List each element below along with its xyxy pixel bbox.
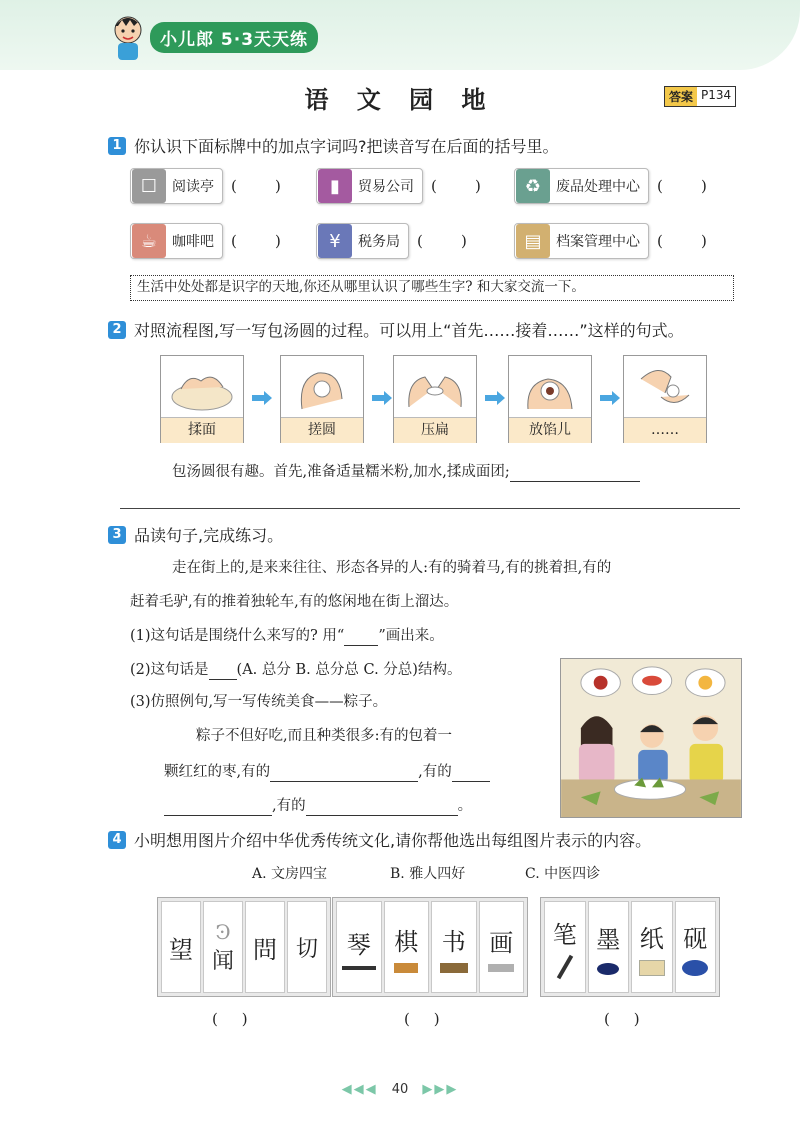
q3-sub-1-text: (1)这句话是围绕什么来写的? 用“ bbox=[130, 628, 345, 644]
arrow-right-icon bbox=[600, 391, 620, 405]
card-brush bbox=[544, 901, 586, 993]
card-hua bbox=[479, 901, 525, 993]
q1-text: 你认识下面标牌中的加点字词吗?把读音写在后面的括号里。 bbox=[134, 137, 559, 156]
card-char: 琴 bbox=[346, 930, 371, 959]
add-filling-icon bbox=[520, 359, 580, 414]
answer-page: P134 bbox=[701, 88, 732, 102]
sign-reading-kiosk bbox=[130, 167, 281, 205]
brand-logo: 小儿郎 5·3天天练 bbox=[150, 22, 318, 53]
q3-sub-2-end: (A. 总分 B. 总分总 C. 分总)结构。 bbox=[236, 662, 462, 678]
page-footer bbox=[0, 1082, 800, 1097]
answer-label: 答案 bbox=[665, 87, 697, 106]
q3-zongzi-line-3 bbox=[164, 796, 472, 816]
card-char: 画 bbox=[489, 928, 514, 957]
sign-label: 税务局 bbox=[358, 234, 400, 250]
flatten-icon bbox=[403, 359, 467, 414]
q4-number: 4 bbox=[108, 831, 126, 849]
coffee-icon: ☕ bbox=[132, 224, 166, 258]
answer-blank[interactable] bbox=[209, 664, 237, 680]
flow-step bbox=[280, 355, 364, 443]
sign-tax-bureau bbox=[316, 222, 467, 260]
q3-number: 3 bbox=[108, 526, 126, 544]
answer-paren[interactable]: ( ) bbox=[657, 232, 707, 250]
q3-zongzi-text: 。 bbox=[457, 798, 473, 814]
q2-number: 2 bbox=[108, 321, 126, 339]
q2-start-text: 包汤圆很有趣。首先,准备适量糯米粉,加水,揉成面团; bbox=[172, 464, 510, 480]
answer-line[interactable] bbox=[120, 508, 740, 509]
card-char: 切 bbox=[295, 936, 318, 962]
tax-icon: ¥ bbox=[318, 224, 352, 258]
answer-blank[interactable] bbox=[510, 466, 640, 482]
answer-blank[interactable] bbox=[306, 800, 458, 816]
answer-blank[interactable] bbox=[270, 766, 418, 782]
answer-blank[interactable] bbox=[452, 766, 490, 782]
q3-zongzi-text: 颗红红的枣,有的 bbox=[164, 764, 271, 780]
mascot-icon bbox=[108, 14, 148, 62]
answer-paren-3[interactable]: ( ) bbox=[604, 1010, 640, 1028]
image-group-3 bbox=[540, 897, 720, 997]
image-group-1 bbox=[157, 897, 331, 997]
sign-archive-center bbox=[514, 222, 707, 260]
q2-heading bbox=[108, 318, 684, 341]
card-qi bbox=[384, 901, 430, 993]
page-title: 语 文 园 地 bbox=[304, 85, 496, 114]
card-char: 問 bbox=[253, 935, 277, 964]
q3-sub-3: (3)仿照例句,写一写传统美食——粽子。 bbox=[130, 694, 388, 710]
sign-label: 贸易公司 bbox=[358, 179, 414, 195]
q3-zongzi-text: ,有的 bbox=[418, 764, 452, 780]
card-ink bbox=[588, 901, 630, 993]
q3-sub-1-end: ”画出来。 bbox=[378, 628, 444, 644]
card-char: 墨 bbox=[596, 925, 621, 954]
option-c: C. 中医四诊 bbox=[525, 866, 601, 882]
q3-zongzi-text: ,有的 bbox=[272, 798, 306, 814]
q3-sub-2-text: (2)这句话是 bbox=[130, 662, 209, 678]
paper-icon bbox=[639, 960, 665, 976]
q3-zongzi-line-1: 粽子不但好吃,而且种类很多:有的包着一 bbox=[196, 728, 452, 744]
answer-paren[interactable]: ( ) bbox=[417, 232, 467, 250]
option-b: B. 雅人四好 bbox=[390, 866, 466, 882]
scroll-icon bbox=[440, 963, 468, 973]
q4-text: 小明想用图片介绍中华优秀传统文化,请你帮他选出每组图片表示的内容。 bbox=[134, 831, 652, 850]
right-arrows-icon: ▶▶▶ bbox=[422, 1082, 459, 1097]
q2-text: 对照流程图,写一写包汤圆的过程。可以用上“首先……接着……”这样的句式。 bbox=[134, 321, 684, 340]
recycle-icon: ♻ bbox=[516, 169, 550, 203]
flow-step bbox=[623, 355, 707, 443]
card-look bbox=[161, 901, 201, 993]
card-char: 书 bbox=[441, 927, 466, 956]
card-ask bbox=[245, 901, 285, 993]
q3-sub-1 bbox=[130, 626, 444, 646]
arrow-right-icon bbox=[485, 391, 505, 405]
card-listen bbox=[203, 901, 243, 993]
q3-text: 品读句子,完成练习。 bbox=[134, 526, 284, 545]
knead-dough-icon bbox=[167, 359, 237, 414]
answer-blank[interactable] bbox=[344, 630, 378, 646]
left-arrows-icon: ◀◀◀ bbox=[341, 1082, 378, 1097]
q1-heading bbox=[108, 134, 559, 157]
sign-label: 废品处理中心 bbox=[556, 179, 640, 195]
answer-paren[interactable]: ( ) bbox=[231, 177, 281, 195]
card-paper bbox=[631, 901, 673, 993]
chessboard-icon bbox=[394, 963, 418, 973]
q2-answer-line bbox=[172, 462, 640, 482]
answer-paren[interactable]: ( ) bbox=[657, 177, 707, 195]
option-a: A. 文房四宝 bbox=[252, 866, 328, 882]
flow-step bbox=[393, 355, 477, 443]
sign-coffee-bar bbox=[130, 222, 281, 260]
notice-box: 生活中处处都是识字的天地,你还从哪里认识了哪些生字? 和大家交流一下。 bbox=[130, 275, 734, 301]
card-char: 纸 bbox=[639, 924, 664, 953]
flow-step-label: 搓圆 bbox=[281, 418, 363, 443]
roll-ball-icon bbox=[292, 359, 352, 414]
image-group-2 bbox=[332, 897, 528, 997]
sign-trade-company bbox=[316, 167, 481, 205]
card-char: 笔 bbox=[552, 920, 577, 949]
page-number: 40 bbox=[391, 1082, 409, 1097]
flow-step-label: 放馅儿 bbox=[509, 418, 591, 443]
answer-paren[interactable]: ( ) bbox=[231, 232, 281, 250]
sign-label: 档案管理中心 bbox=[556, 234, 640, 250]
q1-number: 1 bbox=[108, 137, 126, 155]
building-icon: ▮ bbox=[318, 169, 352, 203]
q3-heading bbox=[108, 523, 283, 546]
card-char: 望 bbox=[169, 935, 193, 964]
flow-step-label: 压扁 bbox=[394, 418, 476, 443]
ink-icon bbox=[597, 963, 619, 975]
flow-step-label: …… bbox=[624, 418, 706, 443]
card-char: 棋 bbox=[394, 927, 419, 956]
answer-blank[interactable] bbox=[164, 800, 272, 816]
ear-icon: Ͽ bbox=[215, 919, 231, 944]
arrow-right-icon bbox=[252, 391, 272, 405]
card-shu bbox=[431, 901, 477, 993]
flow-step bbox=[160, 355, 244, 443]
card-inkstone bbox=[675, 901, 717, 993]
answer-paren-2[interactable]: ( ) bbox=[404, 1010, 440, 1028]
q3-sub-2 bbox=[130, 660, 461, 680]
q4-heading bbox=[108, 828, 651, 851]
q3-zongzi-line-2 bbox=[164, 762, 490, 782]
card-char: 闻 bbox=[211, 948, 234, 974]
inkstone-icon bbox=[682, 960, 708, 976]
q3-passage-line-1: 走在街上的,是来来往往、形态各异的人:有的骑着马,有的挑着担,有的 bbox=[172, 560, 612, 576]
sign-recycling-center bbox=[514, 167, 707, 205]
sign-label: 咖啡吧 bbox=[172, 234, 214, 250]
flow-step bbox=[508, 355, 592, 443]
folder-icon: ▤ bbox=[516, 224, 550, 258]
arrow-right-icon bbox=[372, 391, 392, 405]
q3-passage-line-2: 赶着毛驴,有的推着独轮车,有的悠闲地在街上溜达。 bbox=[130, 594, 459, 610]
sign-label: 阅读亭 bbox=[172, 179, 214, 195]
card-char: 砚 bbox=[683, 924, 708, 953]
painting-icon bbox=[488, 964, 514, 972]
family-zongzi-illustration bbox=[560, 658, 742, 818]
zither-icon bbox=[342, 966, 376, 970]
card-pulse bbox=[287, 901, 327, 993]
answer-paren-1[interactable]: ( ) bbox=[212, 1010, 248, 1028]
answer-paren[interactable]: ( ) bbox=[431, 177, 481, 195]
wrap-icon bbox=[635, 359, 695, 414]
book-icon: ☐ bbox=[132, 169, 166, 203]
brush-icon bbox=[557, 954, 573, 979]
card-qin bbox=[336, 901, 382, 993]
flow-step-label: 揉面 bbox=[161, 418, 243, 443]
answer-tag bbox=[664, 86, 736, 107]
